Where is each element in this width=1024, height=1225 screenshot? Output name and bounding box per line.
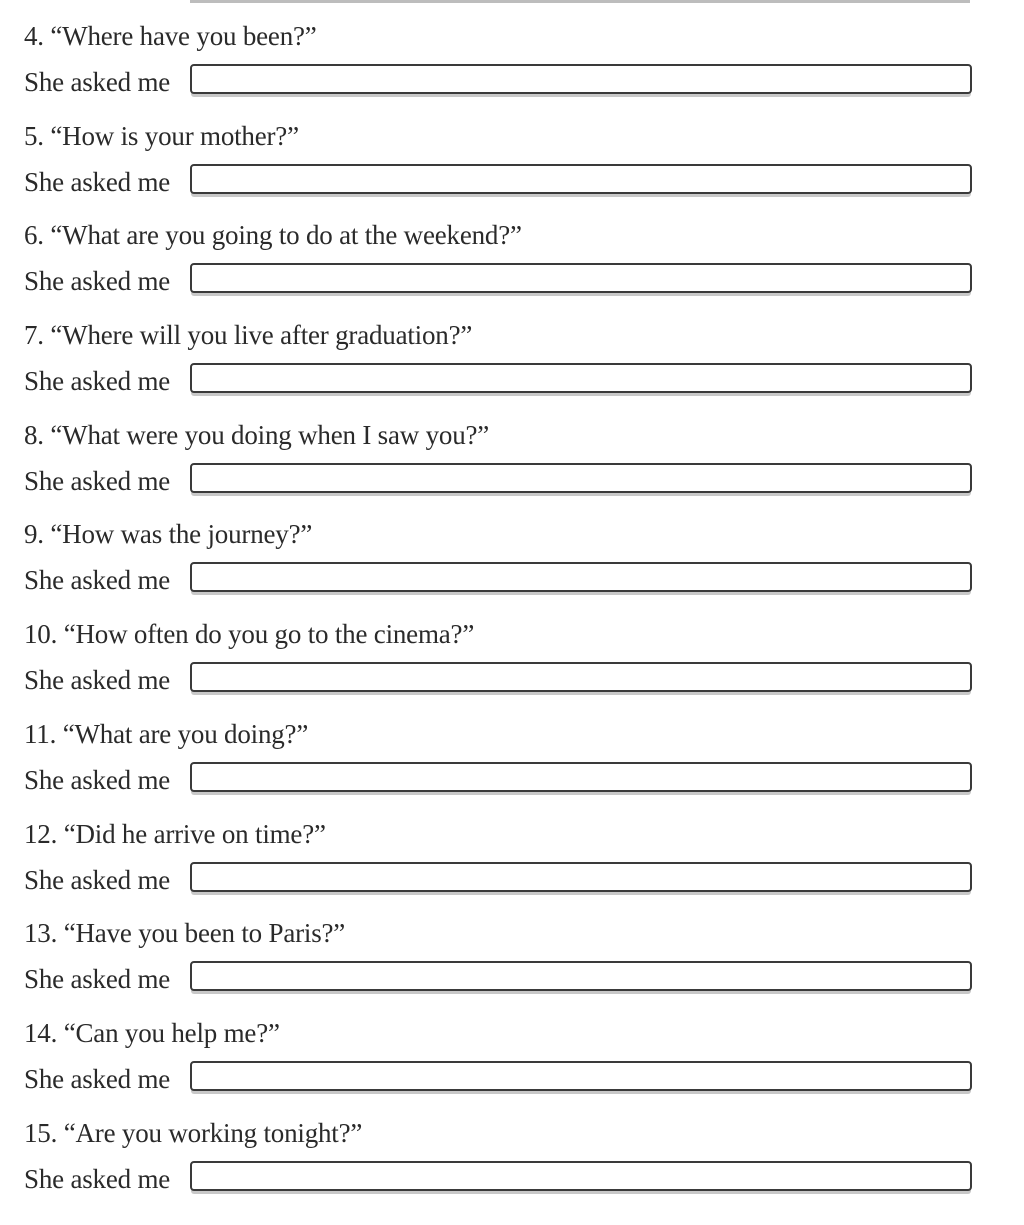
- exercise-item-12: [0, 816, 1024, 916]
- answer-input-10[interactable]: [190, 662, 972, 692]
- exercise-item-7: [0, 317, 1024, 417]
- answer-prompt-label: She asked me: [24, 465, 171, 496]
- answer-row: [24, 1161, 974, 1197]
- answer-input-14[interactable]: [190, 1061, 972, 1091]
- question-text: 15. “Are you working tonight?”: [24, 1117, 363, 1148]
- question-text: 6. “What are you going to do at the weekend?”: [24, 220, 522, 251]
- answer-input-13[interactable]: [190, 961, 972, 991]
- previous-answer-box-edge: [190, 0, 970, 3]
- exercise-item-10: [0, 616, 1024, 716]
- answer-row: [24, 64, 974, 100]
- answer-row: [24, 662, 974, 698]
- exercise-item-11: [0, 716, 1024, 816]
- exercise-item-6: [0, 217, 1024, 317]
- answer-input-7[interactable]: [190, 363, 972, 393]
- answer-row: [24, 961, 974, 997]
- answer-prompt-label: She asked me: [24, 266, 171, 297]
- answer-row: [24, 164, 974, 200]
- answer-row: [24, 363, 974, 399]
- answer-prompt-label: She asked me: [24, 166, 171, 197]
- exercise-item-9: [0, 516, 1024, 616]
- question-text: 7. “Where will you live after graduation?”: [24, 320, 473, 351]
- answer-input-5[interactable]: [190, 164, 972, 194]
- answer-row: [24, 762, 974, 798]
- question-text: 5. “How is your mother?”: [24, 120, 299, 151]
- answer-row: [24, 263, 974, 299]
- reported-speech-worksheet: [0, 18, 1024, 1214]
- exercise-item-13: [0, 915, 1024, 1015]
- answer-prompt-label: She asked me: [24, 1163, 171, 1194]
- question-text: 14. “Can you help me?”: [24, 1017, 280, 1048]
- question-text: 9. “How was the journey?”: [24, 519, 313, 550]
- question-text: 10. “How often do you go to the cinema?”: [24, 619, 475, 650]
- answer-input-4[interactable]: [190, 64, 972, 94]
- answer-input-11[interactable]: [190, 762, 972, 792]
- answer-prompt-label: She asked me: [24, 1063, 171, 1094]
- exercise-item-4: [0, 18, 1024, 118]
- answer-row: [24, 463, 974, 499]
- answer-prompt-label: She asked me: [24, 366, 171, 397]
- answer-input-6[interactable]: [190, 263, 972, 293]
- answer-prompt-label: She asked me: [24, 764, 171, 795]
- answer-input-15[interactable]: [190, 1161, 972, 1191]
- answer-input-8[interactable]: [190, 463, 972, 493]
- answer-row: [24, 562, 974, 598]
- answer-prompt-label: She asked me: [24, 565, 171, 596]
- answer-input-12[interactable]: [190, 862, 972, 892]
- answer-prompt-label: She asked me: [24, 665, 171, 696]
- question-text: 13. “Have you been to Paris?”: [24, 918, 346, 949]
- exercise-item-5: [0, 118, 1024, 218]
- exercise-item-8: [0, 417, 1024, 517]
- answer-prompt-label: She asked me: [24, 864, 171, 895]
- question-text: 11. “What are you doing?”: [24, 718, 309, 749]
- answer-row: [24, 1061, 974, 1097]
- exercise-item-15: [0, 1115, 1024, 1215]
- question-text: 4. “Where have you been?”: [24, 21, 317, 51]
- answer-input-9[interactable]: [190, 562, 972, 592]
- question-text: 12. “Did he arrive on time?”: [24, 818, 326, 849]
- answer-row: [24, 862, 974, 898]
- answer-prompt-label: She asked me: [24, 964, 171, 995]
- exercise-item-14: [0, 1015, 1024, 1115]
- answer-prompt-label: She asked me: [24, 67, 171, 97]
- question-text: 8. “What were you doing when I saw you?”: [24, 419, 490, 450]
